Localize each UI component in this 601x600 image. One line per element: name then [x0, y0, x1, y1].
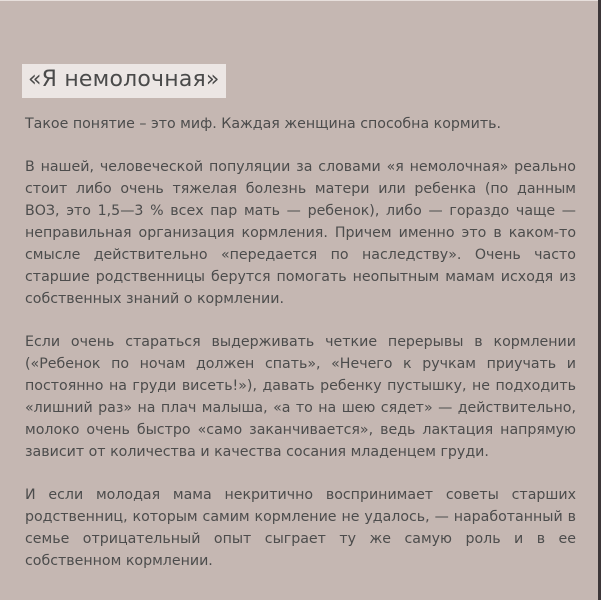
- paragraph-intro: Такое понятие – это миф. Каждая женщина способна кормить.: [25, 116, 501, 132]
- article-body: [25, 113, 576, 593]
- paragraph-feeding-breaks: Если очень стараться выдерживать четкие перерывы в кормлении («Ребенок по ночам должен спать», «Нечего к ручкам приучать и постоянно на груди висеть!»), давать ребенку пустышку, не подходить «лишний раз» на плач малыша, «а то на шею сядет» — действительно, молоко очень быстро «само заканчивается», ведь лактация напрямую зависит от количества и качества сосания младенцем груди.: [25, 334, 576, 460]
- top-divider: [0, 0, 601, 1]
- paragraph-population: В нашей, человеческой популяции за словами «я немолочная» реально стоит либо очень тяжелая болезнь матери или ребенка (по данным ВОЗ, это 1,5—3 % всех пар мать — ребенок), либо — гораздо чаще — неправильная организация кормления. Причем именно это в каком-то смысле действительно «передается по наследству». Очень часто старшие родственницы берутся помогать неопытным мамам исходя из собственных знаний о кормлении.: [25, 159, 576, 307]
- paragraph-advice: И если молодая мама некритично воспринимает советы старших родственниц, которым самим кормление не удалось, — наработанный в семье отрицательный опыт сыграет ту же самую роль и в ее собственном кормлении.: [25, 487, 576, 569]
- page-title: «Я немолочная»: [22, 64, 226, 98]
